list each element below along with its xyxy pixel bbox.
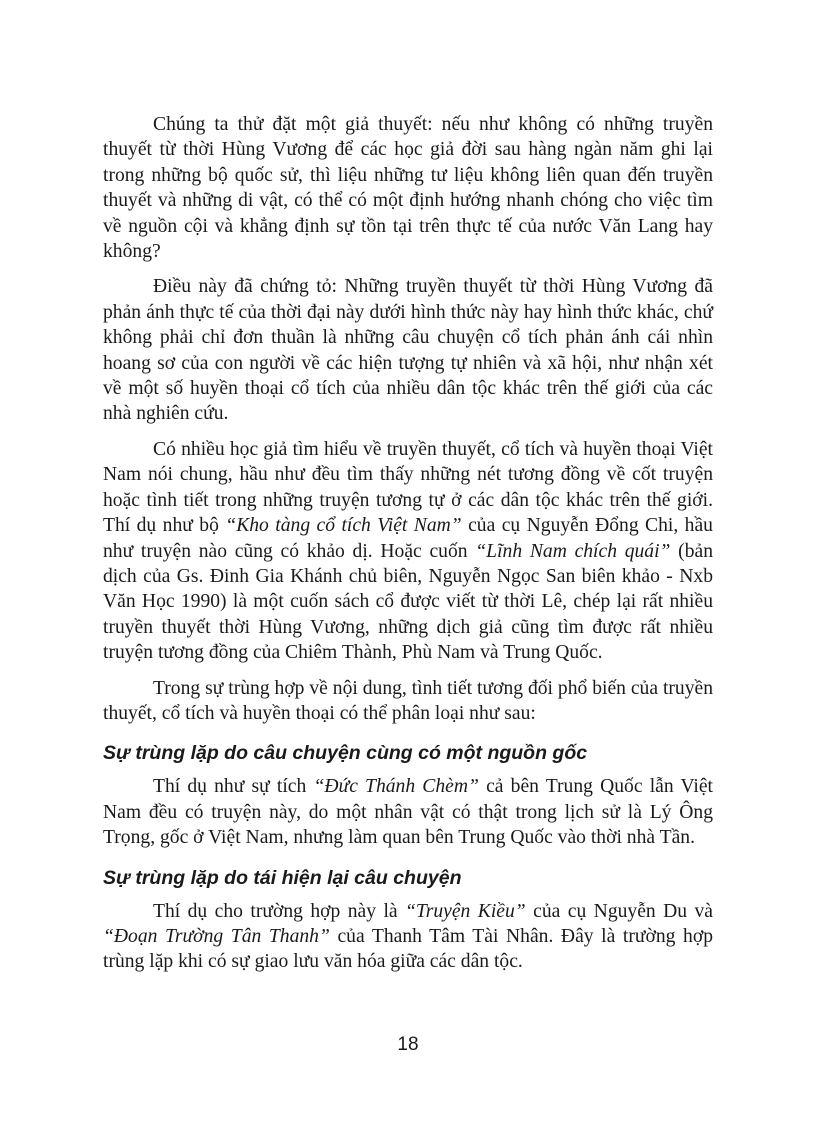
book-title: “Kho tàng cổ tích Việt Nam” (225, 515, 462, 537)
book-title: “Truyện Kiều” (405, 900, 526, 922)
section-heading: Sự trùng lặp do tái hiện lại câu chuyện (103, 866, 462, 889)
paragraph: Trong sự trùng hợp về nội dung, tình tiết tương đối phổ biến của truyền thuyết, cổ tích và huyền thoại có thể phân loại như sau: (103, 677, 713, 724)
paragraph: Điều này đã chứng tỏ: Những truyền thuyết từ thời Hùng Vương đã phản ánh thực tế của thời đại này dưới hình thức này hay hình thức khác, chứ không phải chỉ đơn thuần là những câu chuyện cổ tích phản ánh cái nhìn hoang sơ của con người về các hiện tượng tự nhiên và xã hội, như nhận xét về một số huyền thoại cổ tích của nhiều dân tộc khác trên thế giới của các nhà nghiên cứu. (103, 276, 713, 425)
story-title: “Đức Thánh Chèm” (313, 776, 479, 798)
paragraph: Chúng ta thử đặt một giả thuyết: nếu như không có những truyền thuyết từ thời Hùng Vương để các học giả đời sau hàng ngàn năm ghi lại trong những bộ quốc sử, thì liệu những tư liệu không liên quan đến truyền thuyết và những di vật, có thể có một định hướng nhanh chóng cho việc tìm về nguồn cội và khẳng định sự tồn tại trên thực tế của nước Văn Lang hay không? (103, 114, 713, 263)
section-heading: Sự trùng lặp do câu chuyện cùng có một nguồn gốc (103, 742, 588, 765)
paragraph: Thí dụ cho trường hợp này là “Truyện Kiều” của cụ Nguyễn Du và “Đoạn Trường Tân Thanh” của Thanh Tâm Tài Nhân. Đây là trường hợp trùng lặp khi có sự giao lưu văn hóa giữa các dân tộc. (103, 900, 714, 973)
paragraph: Có nhiều học giả tìm hiểu về truyền thuyết, cổ tích và huyền thoại Việt Nam nói chung, hầu như đều tìm thấy những nét tương đồng về cốt truyện hoặc tình tiết trong những truyện tương tự ở các dân tộc khác trên thế giới. Thí dụ như bộ “Kho tàng cổ tích Việt Nam” của cụ Nguyễn Đổng Chi, hầu như truyện nào cũng có khảo dị. Hoặc cuốn “Lĩnh Nam chích quái” (bản dịch của Gs. Đinh Gia Khánh chủ biên, Nguyễn Ngọc San biên khảo - Nxb Văn Học 1990) là một cuốn sách cổ được viết từ thời Lê, chép lại rất nhiều truyền thuyết thời Hùng Vương, những dịch giả cũng tìm được rất nhiều truyện tương đồng của Chiêm Thành, Phù Nam và Trung Quốc. (103, 438, 713, 664)
page-number: 18 (397, 1034, 419, 1055)
book-title: “Lĩnh Nam chích quái” (475, 540, 671, 562)
page-body (103, 112, 713, 975)
paragraph: Thí dụ như sự tích “Đức Thánh Chèm” cả bên Trung Quốc lẫn Việt Nam đều có truyện này, do một nhân vật có thật trong lịch sử là Lý Ông Trọng, gốc ở Việt Nam, nhưng làm quan bên Trung Quốc vào thời nhà Tần. (103, 776, 714, 849)
book-title: “Đoạn Trường Tân Thanh” (103, 925, 330, 947)
